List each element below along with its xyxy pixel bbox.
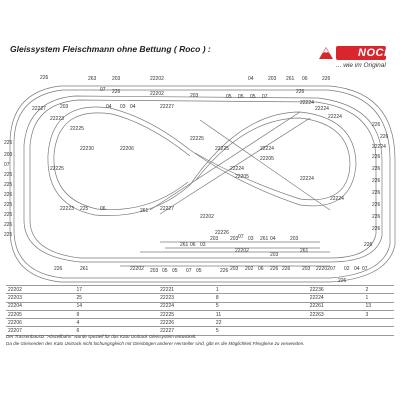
track-label-yard-4: 04: [270, 236, 276, 242]
track-label-top-inner-8: 226: [296, 89, 305, 95]
track-label-lower-mid-7: 07: [238, 234, 244, 240]
track-label-right-side-9: 226: [372, 226, 381, 232]
track-label-top-row-6: 261: [286, 76, 295, 82]
logo-brand: NOCH: [358, 47, 393, 59]
track-label-left-side-6: 225: [4, 202, 13, 208]
track-label-right-side-3: 226: [372, 154, 381, 160]
table-row: [6, 310, 394, 318]
table-cell: 22224: [308, 294, 364, 302]
track-label-left-side-8: 226: [4, 222, 13, 228]
track-label-yard-10: 203: [270, 252, 279, 258]
track-label-top-inner-3: 203: [190, 93, 199, 99]
track-label-yard-2: 03: [248, 236, 254, 242]
track-label-top-inner-1: 226: [112, 89, 121, 95]
track-label-upper-inner-8: 22224: [328, 114, 342, 120]
track-label-right-side-1: 226: [380, 134, 389, 140]
table-cell: 22205: [6, 310, 74, 318]
track-label-upper-inner-6: 22224: [300, 100, 314, 106]
table-cell: 6: [74, 327, 158, 335]
track-label-bottom-16: 07: [330, 266, 336, 272]
track-label-yard-8: 03: [200, 242, 206, 248]
page-title: Gleissystem Fleischmann ohne Bettung ( Roco ) :: [10, 44, 211, 54]
track-label-upper-inner-1: 203: [60, 104, 69, 110]
note-2: Da die Gleisenden des Kato Unitrack nicht lochungsgleich mit Gleisbögen anderer Hersteller sind, gibt es die Möglichkeit Flexgleise zu verwenden.: [6, 341, 305, 346]
track-label-bottom-12: 226: [270, 266, 279, 272]
track-label-lower-mid-0: 22223: [60, 206, 74, 212]
track-label-lower-mid-1: 225: [80, 206, 89, 212]
track-label-bottom-15: 22202: [316, 266, 330, 272]
table-cell: 22224: [158, 302, 214, 310]
track-label-yard-6: 261: [180, 242, 189, 248]
track-label-top-inner-2: 22202: [150, 91, 164, 97]
track-label-top-inner-7: 07: [262, 94, 268, 100]
track-label-upper-inner-5: 22227: [160, 104, 174, 110]
track-label-bottom-0: 226: [54, 266, 63, 272]
track-label-right-side-4: 226: [372, 166, 381, 172]
table-cell: 1: [364, 294, 394, 302]
table-cell: 22206: [6, 319, 74, 327]
logo-tagline: ... wie im Original: [336, 62, 386, 69]
track-label-figure-eight-7: 22224: [230, 166, 244, 172]
track-label-left-side-2: 07: [4, 162, 10, 168]
track-label-bottom-1: 261: [80, 266, 89, 272]
track-label-bottom-14: 203: [302, 266, 311, 272]
track-label-right-side-10: 226: [364, 242, 373, 248]
track-label-lower-mid-3: 261: [140, 208, 149, 214]
track-label-figure-eight-1: 22225: [70, 126, 84, 132]
table-cell: 9: [74, 310, 158, 318]
track-label-right-side-6: 226: [372, 190, 381, 196]
track-label-figure-eight-3: 22230: [80, 146, 94, 152]
table-row: [6, 286, 394, 294]
table-cell: 22: [214, 319, 308, 327]
track-label-upper-inner-0: 22227: [32, 106, 46, 112]
track-label-bottom-18: 04: [354, 266, 360, 272]
track-label-bottom-19: 07: [362, 266, 368, 272]
track-label-left-side-0: 225: [4, 140, 13, 146]
track-label-left-side-9: 225: [4, 232, 13, 238]
parts-table: [6, 285, 394, 336]
table-cell: 22226: [158, 319, 214, 327]
notes: [6, 333, 305, 347]
track-label-lower-mid-6: 22226: [215, 230, 229, 236]
track-label-upper-inner-4: 04: [130, 104, 136, 110]
track-label-bottom-9: 203: [230, 266, 239, 272]
track-label-bottom-20: 226: [338, 278, 347, 284]
track-label-figure-eight-4: 22206: [120, 146, 134, 152]
table-cell: 5: [214, 327, 308, 335]
table-cell: 22223: [158, 294, 214, 302]
track-label-top-row-3: 22202: [150, 76, 164, 82]
table-cell: 22204: [6, 302, 74, 310]
track-label-top-inner-5: 05: [238, 94, 244, 100]
table-cell: 3: [364, 310, 394, 318]
table-row: [6, 294, 394, 302]
track-label-right-side-2: 22224: [372, 144, 386, 150]
track-label-bottom-2: 22202: [130, 266, 144, 272]
table-cell: 22261: [308, 302, 364, 310]
track-label-top-row-2: 203: [112, 76, 121, 82]
table-cell: 25: [74, 294, 158, 302]
track-label-figure-eight-0: 22223: [50, 116, 64, 122]
track-label-top-row-5: 203: [268, 76, 277, 82]
track-label-figure-eight-10: 22205: [235, 174, 249, 180]
table-cell: 22263: [308, 310, 364, 318]
track-label-yard-7: 06: [190, 242, 196, 248]
track-label-bottom-6: 07: [186, 268, 192, 274]
table-cell: 5: [214, 302, 308, 310]
table-row: [6, 302, 394, 310]
table-cell: 14: [74, 302, 158, 310]
note-1: Der Trassenbaustz "Abstellbahn" wurde speziell für das Kato Unitrack Gleissystem entwickelt.: [6, 334, 197, 339]
table-row: [6, 319, 394, 327]
track-label-bottom-13: 226: [282, 266, 291, 272]
track-label-lower-mid-2: 06: [100, 206, 106, 212]
track-label-right-side-5: 226: [372, 178, 381, 184]
track-label-figure-eight-12: 22224: [330, 196, 344, 202]
track-label-lower-mid-5: 22202: [200, 214, 214, 220]
track-label-top-inner-4: 05: [226, 94, 232, 100]
track-label-yard-9: 22202: [235, 248, 249, 254]
track-label-yard-1: 203: [230, 236, 239, 242]
track-label-bottom-5: 05: [172, 268, 178, 274]
track-label-upper-inner-2: 04: [106, 104, 112, 110]
track-label-figure-eight-11: 22224: [300, 176, 314, 182]
track-label-yard-11: 261: [300, 248, 309, 254]
track-label-right-side-0: 226: [372, 122, 381, 128]
table-cell: [364, 327, 394, 335]
track-label-bottom-3: 203: [150, 268, 159, 274]
table-cell: 4: [74, 319, 158, 327]
table-cell: [308, 327, 364, 335]
track-label-upper-inner-3: 03: [120, 104, 126, 110]
table-cell: 17: [74, 286, 158, 294]
table-cell: 2: [364, 286, 394, 294]
track-label-bottom-17: 02: [344, 266, 350, 272]
track-label-left-side-7: 225: [4, 212, 13, 218]
table-cell: 22202: [6, 286, 74, 294]
track-label-right-side-7: 226: [372, 202, 381, 208]
track-label-right-side-8: 226: [372, 214, 381, 220]
track-label-figure-eight-5: 22225: [190, 136, 204, 142]
track-label-left-side-4: 225: [4, 182, 13, 188]
track-label-left-side-1: 203: [4, 152, 13, 158]
track-label-figure-eight-2: 22225: [50, 166, 64, 172]
table-cell: 1: [214, 286, 308, 294]
table-cell: 22203: [6, 294, 74, 302]
track-label-figure-eight-8: 22224: [260, 146, 274, 152]
table-cell: 22207: [6, 327, 74, 335]
table-cell: 13: [364, 302, 394, 310]
table-cell: [364, 319, 394, 327]
track-label-left-side-5: 226: [4, 192, 13, 198]
track-label-top-inner-0: 07: [100, 87, 106, 93]
track-label-top-inner-6: 05: [250, 94, 256, 100]
track-label-top-row-4: 04: [248, 76, 254, 82]
track-label-yard-3: 261: [260, 236, 269, 242]
track-label-bottom-10: 202: [245, 266, 254, 272]
track-label-left-side-3: 225: [4, 172, 13, 178]
track-label-top-row-0: 226: [40, 75, 49, 81]
table-cell: 22221: [158, 286, 214, 294]
track-label-bottom-7: 05: [196, 268, 202, 274]
track-label-bottom-11: 06: [258, 266, 264, 272]
track-label-top-row-1: 263: [88, 76, 97, 82]
track-label-yard-0: 203: [210, 236, 219, 242]
table-cell: 8: [214, 294, 308, 302]
track-label-upper-inner-7: 22224: [315, 106, 329, 112]
track-label-top-row-8: 226: [322, 76, 331, 82]
table-cell: 22225: [158, 310, 214, 318]
table-cell: 11: [214, 310, 308, 318]
track-label-figure-eight-9: 22205: [260, 156, 274, 162]
track-label-figure-eight-6: 22225: [215, 146, 229, 152]
table-cell: 22227: [158, 327, 214, 335]
track-label-top-row-7: 06: [302, 76, 308, 82]
table-cell: 22236: [308, 286, 364, 294]
track-label-lower-mid-4: 22227: [160, 206, 174, 212]
track-label-yard-5: 203: [290, 236, 299, 242]
track-label-bottom-8: 226: [220, 268, 229, 274]
table-cell: [308, 319, 364, 327]
track-label-bottom-4: 05: [162, 268, 168, 274]
